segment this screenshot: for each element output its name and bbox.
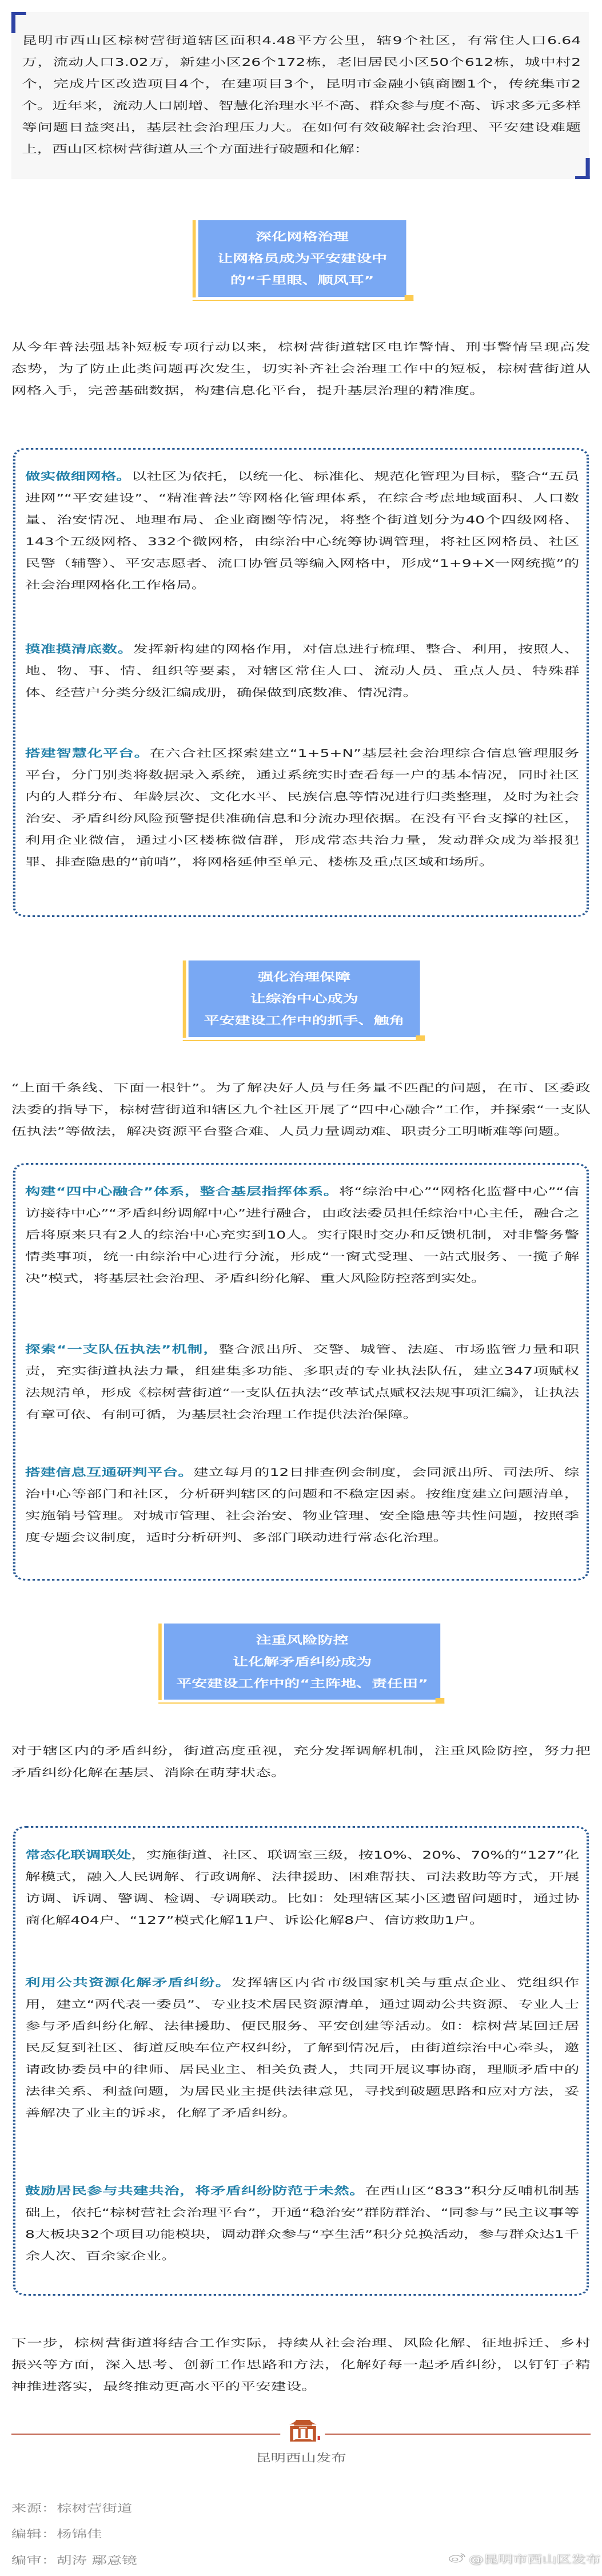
point-title: 鼓励居民参与共建共治，将矛盾纠纷防范于未然。 bbox=[25, 2185, 365, 2197]
heading-corner-square bbox=[436, 1698, 445, 1704]
footer-divider-right bbox=[325, 2434, 591, 2435]
point-item bbox=[25, 1339, 579, 1426]
point-item bbox=[25, 1181, 579, 1290]
section-3-points-box bbox=[13, 1826, 589, 2296]
point-title: 利用公共资源化解矛盾纠纷。 bbox=[25, 1977, 232, 1989]
intro-box bbox=[11, 12, 589, 179]
credit-value: 棕树营街道 bbox=[57, 2503, 133, 2515]
credit-source bbox=[11, 2499, 132, 2519]
point-body: 建立每月的12日排查例会制度，会同派出所、司法所、综治中心等部门和社区，分析研判辖区的问题和不稳定因素。按维度建立问题清单，实施销号管理。对城市管理、社会治安、物业管理、安全隐患等共性问题，按照季度专题会议制度，适时分析研判、多部门联动进行常态化治理。 bbox=[25, 1467, 580, 1544]
watermark-text: @昆明市西山区发布 bbox=[468, 2554, 601, 2566]
heading-box bbox=[198, 220, 406, 297]
heading-underline bbox=[158, 1702, 444, 1704]
section-heading-2 bbox=[183, 960, 425, 1041]
corner-bracket-bottom-right bbox=[575, 158, 590, 179]
point-body: 在六合社区探索建立“1+5+N”基层社会治理综合信息管理服务平台，分门别类将数据录入系统，通过系统实时查看每一户的基本情况，同时社区内的人群分布、年龄层次、文化水平、民族信息等情况进行归类整理，及时为社会治安、矛盾纠纷风险预警提供准确信息和分流办理依据。在没有平台支撑的社区，利用企业微信，通过小区楼栋微信群，形成常态共治力量，发动群众成为举报犯罪、排查隐患的“前哨”，将网格延伸至单元、楼栋及重点区域和场所。 bbox=[25, 748, 580, 868]
point-item bbox=[25, 743, 579, 874]
section-1-lead: 从今年普法强基补短板专项行动以来，棕树营街道辖区电诈警情、刑事警情呈现高发态势，为了防止此类问题再次发生，切实补齐社会治理工作中的短板，棕树营街道从网格入手，完善基础数据，构建信息化平台，提升基层治理的精准度。 bbox=[11, 342, 591, 397]
point-item bbox=[25, 1462, 579, 1549]
heading-line: 深化网格治理 bbox=[256, 231, 349, 243]
heading-line: 让化解矛盾纠纷成为 bbox=[233, 1655, 372, 1668]
heading-line: 平安建设工作中的“主阵地、责任田” bbox=[176, 1677, 428, 1690]
heading-line: 强化治理保障 bbox=[258, 971, 351, 983]
point-title: 搭建信息互通研判平台。 bbox=[25, 1467, 194, 1479]
closing-paragraph: 下一步，棕树营街道将结合工作实际，持续从社会治理、风险化解、征地拆迁、乡村振兴等方面，深入思考、创新工作思路和方法，化解好每一起矛盾纠纷，以钉钉子精神推进落实，最终推动更高水平的平安建设。 bbox=[11, 2337, 591, 2393]
point-title: 搭建智慧化平台。 bbox=[25, 748, 150, 760]
point-item bbox=[25, 639, 579, 704]
section-2-lead: “上面千条线、下面一根针”。为了解决好人员与任务量不匹配的问题，在市、区委政法委的指导下，棕树营街道和辖区九个社区开展了“四中心融合”工作，并探索“一支队伍执法”等做法，解决资源平台整合难、人员力量调动难、职责分工明晰难等问题。 bbox=[11, 1082, 591, 1138]
section-heading-3 bbox=[158, 1624, 444, 1704]
heading-accent-bar bbox=[158, 1624, 162, 1700]
heading-line: 注重风险防控 bbox=[256, 1633, 349, 1646]
credit-label: 编审： bbox=[11, 2555, 57, 2567]
heading-underline bbox=[183, 1040, 425, 1041]
credit-label: 来源： bbox=[11, 2503, 57, 2515]
point-body: 发挥新构建的网格作用，对信息进行梳理、整合、利用，按照人、地、物、事、情、组织等要素，对辖区常住人口、流动人员、重点人员、特殊群体、经营户分类分级汇编成册，确保做到底数准、情况清。 bbox=[25, 644, 580, 699]
point-body: 在西山区“833”积分反哺机制基础上，依托“棕树营社会治理平台”，开通“稳治安”群防群治、“同参与”民主议事等8大板块32个项目功能模块，调动群众参与“享生活”积分兑换活动，参与群众达1千余人次、百余家企业。 bbox=[25, 2185, 580, 2263]
point-item bbox=[25, 2181, 579, 2268]
heading-accent-bar bbox=[183, 960, 186, 1038]
section-1-points-box bbox=[13, 448, 589, 917]
credit-reviewer bbox=[11, 2551, 137, 2571]
point-body: ，实施街道、社区、联调室三级，按10%、20%、70%的“127”化解模式，融入人民调解、行政调解、法律援助、困难帮扶、司法救助等方式，开展访调、诉调、警调、检调、专调联动。比如：处理辖区某小区遗留问题时，通过协商化解404户、“127”模式化解11户、诉讼化解8户、信访救助1户。 bbox=[25, 1849, 580, 1927]
point-item bbox=[25, 1972, 579, 2125]
point-item bbox=[25, 1845, 579, 1932]
credit-editor bbox=[11, 2525, 102, 2545]
point-body: 以社区为依托，以统一化、标准化、规范化管理为目标，整合“五员进网”“平安建设”、“精准普法”等网格化管理体系，在综合考虑地域面积、人口数量、治安情况、地理布局、企业商圈等情况，将整个街道划分为40个四级网格、143个五级网格、332个微网格，由综治中心统筹协调管理，将社区网格员、社区民警（辅警）、平安志愿者、流口协管员等编入网格中，形成“1+9+X一网统揽”的社会治理网格化工作格局。 bbox=[25, 471, 580, 592]
heading-box bbox=[189, 960, 420, 1037]
section-2-points-box bbox=[13, 1163, 589, 1581]
footer-divider-left bbox=[11, 2434, 280, 2435]
section-heading-1 bbox=[193, 220, 414, 301]
weibo-watermark bbox=[448, 2550, 600, 2570]
credit-value: 胡涛 鄢意镜 bbox=[57, 2555, 137, 2567]
brand-name: 昆明西山发布 bbox=[256, 2452, 346, 2464]
archway-logo-icon bbox=[284, 2419, 321, 2444]
point-item bbox=[25, 466, 579, 597]
heading-corner-square bbox=[405, 295, 414, 301]
heading-line: 平安建设工作中的抓手、触角 bbox=[204, 1014, 405, 1027]
point-title: 摸准摸清底数。 bbox=[25, 644, 133, 656]
section-3-lead: 对于辖区内的矛盾纠纷，街道高度重视，充分发挥调解机制，注重风险防控，努力把矛盾纠纷化解在基层、消除在萌芽状态。 bbox=[11, 1745, 591, 1779]
heading-line: 的“千里眼、顺风耳” bbox=[230, 274, 374, 287]
point-title: 常态化联调联处 bbox=[25, 1849, 131, 1861]
heading-box bbox=[164, 1624, 440, 1700]
point-body: 发挥辖区内省市级国家机关与重点企业、党组织作用，建立“两代表一委员”、专业技术居民资源清单，通过调动公共资源、专业人士参与矛盾纠纷化解、法律援助、便民服务、平安创建等活动。如：棕树营某回迁居民反复到社区、街道反映车位产权纠纷，了解到情况后，由街道综治中心牵头，邀请政协委员中的律师、居民业主、相关负责人，共同开展议事协商，理顺矛盾中的法律关系、利益问题，为居民业主提供法律意见，寻找到破题思路和应对方法，妥善解决了业主的诉求，化解了矛盾纠纷。 bbox=[25, 1977, 580, 2119]
intro-paragraph: 昆明市西山区棕树营街道辖区面积4.48平方公里，辖9个社区，有常住人口6.64万，流动人口3.02万，新建小区26个172栋，老旧居民小区50个612栋，城中村2个，完成片区改造项目4个，在建项目3个，昆明市金融小镇商圈1个，传统集市2个。近年来，流动人口剧增、智慧化治理水平不高、群众参与度不高、诉求多元多样等问题日益突出，基层社会治理压力大。在如何有效破解社会治理、平安建设难题上，西山区棕树营街道从三个方面进行破题和化解： bbox=[22, 35, 581, 156]
weibo-icon bbox=[448, 2550, 466, 2570]
point-body: 整合派出所、交警、城管、法庭、市场监管力量和职责，充实街道执法力量，组建集多功能、多职责的专业执法队伍，建立347项赋权法规清单，形成《棕树营街道“一支队伍执法“改革试点赋权法规事项汇编》，让执法有章可依、有制可循，为基层社会治理工作提供法治保障。 bbox=[25, 1344, 580, 1421]
credit-label: 编辑： bbox=[11, 2529, 57, 2541]
heading-accent-bar bbox=[193, 220, 196, 297]
point-title: 构建“四中心融合”体系，整合基层指挥体系。 bbox=[25, 1186, 339, 1198]
heading-underline bbox=[193, 300, 414, 301]
credit-value: 杨锦佳 bbox=[57, 2529, 102, 2541]
heading-line: 让综治中心成为 bbox=[250, 993, 358, 1005]
heading-corner-square bbox=[416, 1035, 425, 1041]
point-title: 探索“一支队伍执法”机制， bbox=[25, 1344, 219, 1356]
heading-line: 让网格员成为平安建设中 bbox=[217, 252, 388, 265]
point-body: 将“综治中心”“网格化监督中心”“信访接待中心”“矛盾纠纷调解中心”进行融合，由政法委员担任综治中心主任，融合之后将原来只有2人的综治中心充实到10人。实行限时交办和反馈机制，对非警务警情类事项，统一由综治中心进行分流，形成“一窗式受理、一站式服务、一揽子解决”模式，将基层社会治理、矛盾纠纷化解、重大风险防控落到实处。 bbox=[25, 1186, 580, 1285]
point-title: 做实做细网格。 bbox=[25, 471, 131, 483]
